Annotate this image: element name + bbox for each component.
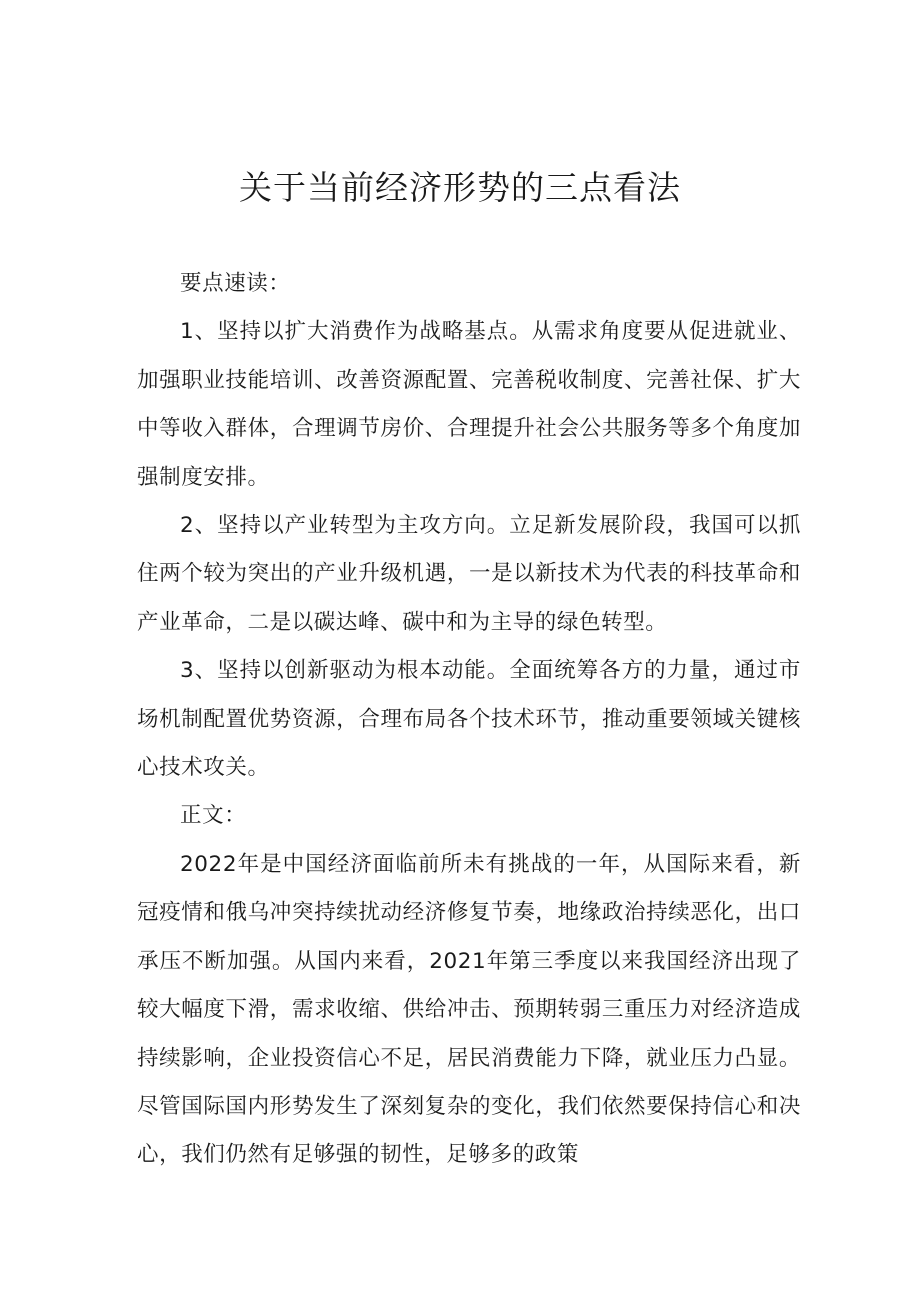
paragraph-point-3: 3、坚持以创新驱动为根本动能。全面统筹各方的力量，通过市场机制配置优势资源，合理布局各个技术环节，推动重要领域关键核心技术攻关。: [137, 658, 801, 781]
document-body: [137, 260, 801, 1180]
paragraph-main-text-heading: 正文：: [180, 803, 247, 829]
paragraph-point-2: 2、坚持以产业转型为主攻方向。立足新发展阶段，我国可以抓住两个较为突出的产业升级机遇，一是以新技术为代表的科技革命和产业革命，二是以碳达峰、碳中和为主导的绿色转型。: [137, 513, 801, 635]
paragraph-main-text-1: 2022年是中国经济面临前所未有挑战的一年，从国际来看，新冠疫情和俄乌冲突持续扰动经济修复节奏，地缘政治持续恶化，出口承压不断加强。从国内来看，2021年第三季度以来我国经济出现了较大幅度下滑，需求收缩、供给冲击、预期转弱三重压力对经济造成持续影响，企业投资信心不足，居民消费能力下降，就业压力凸显。尽管国际国内形势发生了深刻复杂的变化，我们依然要保持信心和决心，我们仍然有足够强的韧性，足够多的政策: [137, 851, 801, 1168]
paragraph-key-points-heading: 要点速读：: [180, 271, 291, 296]
paragraph-point-1: 1、坚持以扩大消费作为战略基点。从需求角度要从促进就业、加强职业技能培训、改善资源配置、完善税收制度、完善社保、扩大中等收入群体，合理调节房价、合理提升社会公共服务等多个角度加强制度安排。: [137, 319, 801, 490]
document-title: 关于当前经济形势的三点看法: [239, 168, 681, 207]
